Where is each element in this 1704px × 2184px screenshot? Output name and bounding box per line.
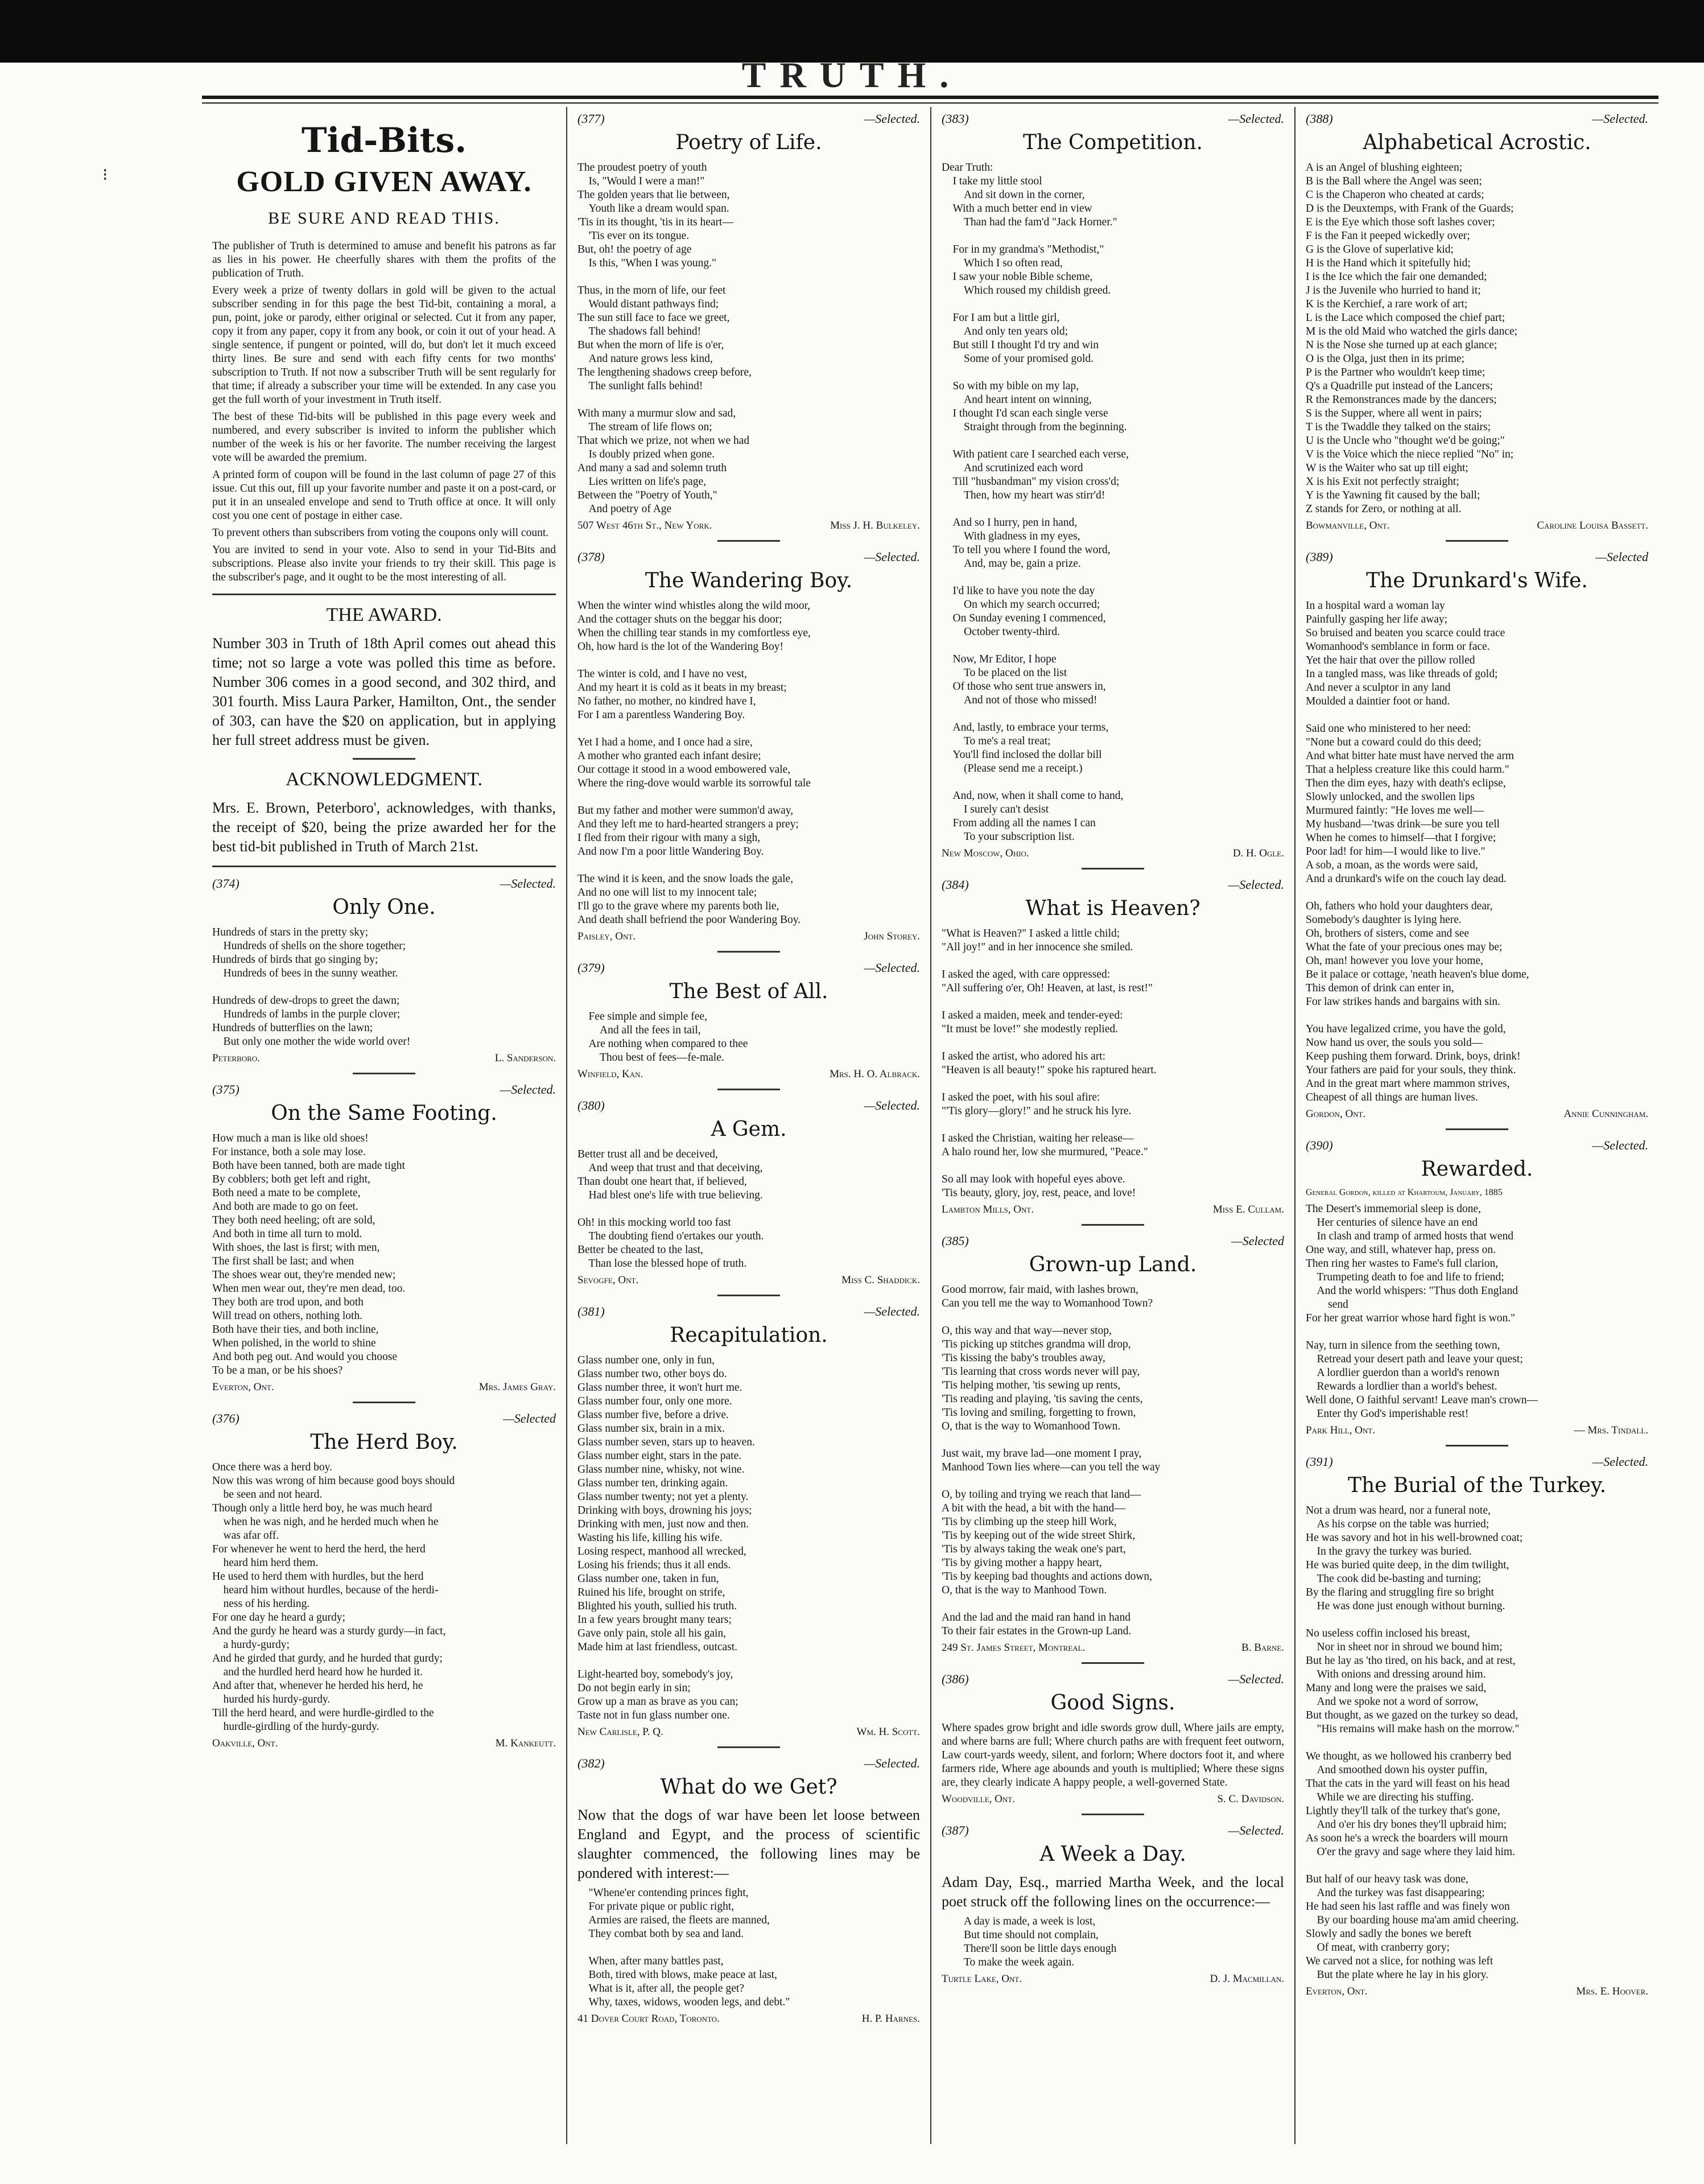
tidbit-verse: Hundreds of stars in the pretty sky; Hundreds of shells on the shore together; Hundreds of birds that go singing by; Hundreds of bees in the sunny weather. Hundreds of dew-drops to greet the dawn; Hundreds of lambs in the purple clover; Hundreds of butterflies on the lawn; But only one mother the wide world over! <box>212 926 411 1048</box>
tidbit-title: Grown-up Land. <box>1029 1253 1197 1276</box>
section-divider <box>212 866 556 867</box>
tidbit-number: (386) <box>942 1672 969 1686</box>
tidbit-title: What do we Get? <box>660 1775 837 1799</box>
tidbit-verse: When the winter wind whistles along the wild moor, And the cottager shuts on the beggar his door; When the chilling tear stands in my comfortless eye, Oh, how hard is the lot of the Wandering Boy! The winter is cold, and I have no vest, And my heart it is cold as it beats in my breast; No father, no mother, no kindred have I, For I am a parentless Wandering Boy. Yet I had a home, and I once had a sire, A mother who granted each infant desire; Our cottage it stood in a wood embowered vale, Where the ring-dove would warble its sorrowful tale But my father and mother were summon'd away, And they left me to hard-hearted strangers a prey; I fled from their rigour with many a sigh, And now I'm a poor little Wandering Boy. The wind it is keen, and the snow loads the gale, And no one will list to my innocent tale; I'll go to the grave where my parents both lie, And death shall befriend the poor Wandering Boy. <box>577 600 811 926</box>
tidbit-number: (379) <box>577 961 605 975</box>
tidbit-title: The Wandering Boy. <box>645 569 853 592</box>
tidbit-385 <box>942 1234 1284 1654</box>
tidbit-prose: Adam Day, Esq., married Martha Week, and the local poet struck off the following lines on the occurrence:— <box>942 1874 1284 1910</box>
gold-headline: GOLD GIVEN AWAY. <box>236 166 532 198</box>
tidbit-title: What is Heaven? <box>1025 897 1200 920</box>
selected-label: —Selected. <box>1592 1138 1648 1152</box>
tidbit-title: Rewarded. <box>1421 1157 1533 1181</box>
tidbit-place: Everton, Ont. <box>1306 1985 1368 1997</box>
selected-label: —Selected. <box>1228 1823 1284 1837</box>
intro-paragraph: The publisher of Truth is determined to amuse and benefit his patrons as far as lies in his power. He cheerfully shares with them the profits of the publication of Truth. <box>212 240 556 279</box>
tidbit-verse: "What is Heaven?" I asked a little child; "All joy!" and in her innocence she smiled. I asked the aged, with care oppressed: "All suffering o'er, Oh! Heaven, at last, is rest!" I asked a maiden, meek and tender-eyed: "It must be love!" she modestly replied. I asked the artist, who adored his art: "Heaven is all beauty!" spoke his raptured heart. I asked the poet, with his soul afire: "'Tis glory—glory!" and he struck his lyre. I asked the Christian, waiting her release— A halo round her, low she murmured, "Peace." So all may look with hopeful eyes above. 'Tis beauty, glory, joy, rest, peace, and love! <box>942 928 1157 1199</box>
award-title: THE AWARD. <box>326 604 442 625</box>
tidbit-384 <box>942 877 1284 1216</box>
tidbit-place: Lambton Mills, Ont. <box>942 1204 1034 1215</box>
tidbit-verse: The Desert's immemorial sleep is done, Her centuries of silence have an end In clash and tramp of armed hosts that wend One way, and still, whatever hap, press on. Then ring her wastes to Fame's full clarion, Trumpeting death to foe and life to friend; And the world whispers: "Thus doth England send For her great warrior whose hard fight is won." Nay, turn in silence from the seething town, Retread your desert path and leave your quest; A lordlier guerdon than a world's renown Rewards a lordlier than a world's behest. Well done, O faithful servant! Leave man's crown— Enter thy God's imperishable rest! <box>1306 1203 1538 1420</box>
tidbit-number: (384) <box>942 877 969 892</box>
column-4 <box>1294 107 1658 2144</box>
tidbit-place: Oakville, Ont. <box>212 1737 278 1749</box>
tidbit-subline: General Gordon, killed at Khartoum, January, 1885 <box>1306 1188 1503 1197</box>
tidbit-place: Winfield, Kan. <box>577 1068 643 1080</box>
tidbit-author: Caroline Louisa Bassett. <box>1537 520 1648 531</box>
column-3 <box>930 107 1294 2144</box>
tidbit-number: (380) <box>577 1098 605 1112</box>
tidbit-number: (375) <box>212 1082 240 1097</box>
tidbit-377 <box>577 112 920 532</box>
tidbit-title: The Drunkard's Wife. <box>1366 569 1588 592</box>
tidbit-place: 249 St. James Street, Montreal. <box>942 1642 1086 1654</box>
masthead-title: TRUTH. <box>741 55 963 95</box>
masthead-rule <box>202 96 1658 99</box>
selected-label: —Selected <box>503 1411 556 1425</box>
tidbit-verse: A is an Angel of blushing eighteen; B is the Ball where the Angel was seen; C is the Chaperon who cheated at cards; D is the Deuxtemps, with Frank of the Guards; E is the Eye which those soft lashes cover; F is the Fan it peeped wickedly over; G is the Glove of superlative kid; H is the Hand which it spitefully hid; I is the Ice which the fair one demanded; J is the Juvenile who hurried to hand it; K is the Kerchief, a rare work of art; L is the Lace which composed the chief part; M is the old Maid who watched the girls dance; N is the Nose she turned up at each glance; O is the Olga, just then in its prime; P is the Partner who wouldn't keep time; Q's a Quadrille put instead of the Lancers; R the Remonstrances made by the dancers; S is the Supper, where all went in pairs; T is the Twaddle they talked on the stairs; U is the Uncle who "thought we'd be going;" V is the Voice which the niece replied "No" in; W is the Waiter who sat up till eight; X is his Exit not perfectly straight; Y is the Yawning fit caused by the ball; Z stands for Zero, or nothing at all. <box>1306 162 1518 515</box>
tidbit-title: A Gem. <box>711 1118 787 1141</box>
tidbit-author: — Mrs. Tindall. <box>1574 1424 1648 1436</box>
tidbit-place: 507 West 46th St., New York. <box>577 520 712 531</box>
tidbit-title: Alphabetical Acrostic. <box>1363 131 1591 154</box>
tidbit-386 <box>942 1672 1284 1806</box>
selected-label: —Selected. <box>864 1756 920 1770</box>
tidbit-verse: In a hospital ward a woman lay Painfully gasping her life away; So bruised and beaten you scarce could trace Womanhood's semblance in form or face. Yet the hair that over the pillow rolled In a tangled mass, was like threads of gold; And never a sculptor in any land Moulded a daintier foot or hand. Said one who ministered to her need: "None but a coward could do this deed; And what bitter hate must have nerved the arm That a helpless creature like this could harm." Then the dim eyes, hazy with death's eclipse, Slowly unlocked, and the swollen lips Murmured faintly: "He loves me well— My husband—'twas drink—be sure you tell When he comes to himself—that I forgive; Poor lad! for him—I would like to live." A sob, a moan, as the words were said, And a drunkard's wife on the couch lay dead. Oh, fathers who hold your daughters dear, Somebody's daughter is lying here. Oh, brothers of sisters, come and see What the fate of your precious ones may be; Oh, man! however you love your home, Be it palace or cottage, 'neath heaven's blue dome, This demon of drink can enter in, For law strikes hands and bargains with sin. You have legalized crime, you have the gold, Now hand us over, the souls you sold— Keep pushing them forward. Drink, boys, drink! Your fathers are paid for your souls, they think. And in the great mart where mammon strives, Cheapest of all things are human lives. <box>1306 600 1529 1103</box>
tidbit-number: (388) <box>1306 112 1333 126</box>
tidbit-title: Only One. <box>332 896 436 919</box>
tidbit-author: H. P. Harnes. <box>861 2013 920 2025</box>
tidbit-verse: Not a drum was heard, nor a funeral note, As his corpse on the table was hurried; He was savory and hot in his well-browned coat; In the gravy the turkey was buried. He was buried quite deep, in the dim twilight, The cook did be-basting and turning; By the flaring and struggling fire so bright He was done just enough without burning. No useless coffin inclosed his breast, Nor in sheet nor in shroud we bound him; But he lay as 'tho tired, on his back, and at rest, With onions and dressing around him. Many and long were the praises we said, And we spoke not a word of sorrow, But thought, as we gazed on the turkey so dead, "His remains will make hash on the morrow." We thought, as we hollowed his cranberry bed And smoothed down his oyster puffin, That the cats in the yard will feast on his head While we are directing his stuffing. Lightly they'll talk of the turkey that's gone, And o'er his dry bones they'll upbraid him; As soon he's a wreck the boarders will mourn O'er the gravy and sage where they laid him. But half of our heavy task was done, And the turkey was fast disappearing; He had seen his last raffle and was finely won By our boarding house ma'am amid cheering. Slowly and sadly the bones we bereft Of meat, with cranberry gory; We carved not a slice, for nothing was left But the plate where he lay in his glory. <box>1306 1505 1523 1981</box>
tidbit-number: (389) <box>1306 550 1333 564</box>
divider <box>1082 1814 1144 1815</box>
tidbit-374 <box>212 876 556 1065</box>
divider <box>1446 1445 1508 1447</box>
tidbit-verse: Glass number one, only in fun, Glass number two, other boys do. Glass number three, it won't hurt me. Glass number four, only one more. Glass number five, before a drive. Glass number six, brain in a mix. Glass number seven, stars up to heaven. Glass number eight, stars in the pate. Glass number nine, whisky, not wine. Glass number ten, drinking again. Glass number twenty; not yet a plenty. Drinking with boys, drowning his joys; Drinking with men, just now and then. Wasting his life, killing his wife. Losing respect, manhood all wrecked, Losing his friends; thus it all ends. Glass number one, taken in fun, Ruined his life, brought on strife, Blighted his youth, sullied his truth. In a few years brought many tears; Gave only pain, stole all his gain, Made him at last friendless, outcast. Light-hearted boy, somebody's joy, Do not begin early in sin; Grow up a man as brave as you can; Taste not in fun glass number one. <box>577 1354 755 1721</box>
selected-label: —Selected. <box>1228 877 1284 892</box>
tidbit-389 <box>1306 550 1648 1120</box>
tidbit-author: Miss E. Cullam. <box>1212 1204 1284 1215</box>
tidbit-title: A Week a Day. <box>1039 1843 1186 1866</box>
tidbit-verse: A day is made, a week is lost, But time should not complain, There'll soon be little days enough To make the week again. <box>964 1915 1117 1968</box>
column-2 <box>566 107 930 2144</box>
tidbit-author: L. Sanderson. <box>494 1052 556 1064</box>
divider <box>353 1073 415 1074</box>
selected-label: —Selected <box>1595 550 1648 564</box>
masthead-rule-thin <box>202 102 1658 104</box>
tidbit-378 <box>577 550 920 943</box>
tidbit-title: Recapitulation. <box>670 1324 828 1347</box>
selected-label: —Selected. <box>1592 1454 1648 1469</box>
intro-paragraph: A printed form of coupon will be found in the last column of page 27 of this issue. Cut this out, fill up your favorite number and paste it on a post-card, or put it in an unsealed envelope and send to Truth office at once. It will only cost you one cent of postage in either case. <box>212 469 556 522</box>
divider <box>353 758 415 760</box>
tidbit-title: The Competition. <box>1023 131 1203 154</box>
tidbit-author: Miss C. Shaddick. <box>841 1274 920 1286</box>
selected-label: —Selected. <box>1228 1672 1284 1686</box>
top-black-band <box>0 0 1704 63</box>
tidbit-author: John Storey. <box>864 930 920 942</box>
selected-label: —Selected. <box>864 1098 920 1112</box>
tidbit-verse: Good morrow, fair maid, with lashes brown, Can you tell me the way to Womanhood Town? O, this way and that way—never stop, 'Tis picking up stitches grandma will drop, 'Tis kissing the baby's troubles away, 'Tis learning that cross words never will pay, 'Tis helping mother, 'tis sewing up rents, 'Tis reading and playing, 'tis saving the cents, 'Tis loving and smiling, forgetting to frown, O, that is the way to Womanhood Town. Just wait, my brave lad—one moment I pray, Manhood Town lies where—can you tell the way O, by toiling and trying we reach that land— A bit with the head, a bit with the hand— 'Tis by climbing up the steep hill Work, 'Tis by keeping out of the wide street Shirk, 'Tis by always taking the weak one's part, 'Tis by giving mother a happy heart, 'Tis by keeping bad thoughts and actions down, O, that is the way to Manhood Town. And the lad and the maid ran hand in hand To their fair estates in the Grown-up Land. <box>942 1284 1161 1637</box>
tidbit-verse: The proudest poetry of youth Is, "Would I were a man!" The golden years that lie between, Youth like a dream would span. 'Tis in its thought, 'tis in its heart— 'Tis ever on its tongue. But, oh! the poetry of age Is this, "When I was young." Thus, in the morn of life, our feet Would distant pathways find; The sun still face to face we greet, The shadows fall behind! But when the morn of life is o'er, And nature grows less kind, The lengthening shadows creep before, The sunlight falls behind! With many a murmur slow and sad, The stream of life flows on; That which we prize, not when we had Is doubly prized when gone. And many a sad and solemn truth Lies written on life's page, Between the "Poetry of Youth," And poetry of Age <box>577 162 752 515</box>
divider <box>717 1746 780 1748</box>
tidbit-number: (390) <box>1306 1138 1333 1152</box>
tidbit-number: (378) <box>577 550 605 564</box>
intro-paragraph: The best of these Tid-bits will be published in this page every week and numbered, and every subscriber is invited to inform the publisher which number of the week is his or her favorite. The number receiving the largest vote will be awarded the premium. <box>212 411 556 464</box>
margin-dots: ⁝ <box>102 166 108 184</box>
selected-label: —Selected. <box>500 1082 556 1097</box>
tidbit-verse: Dear Truth: I take my little stool And sit down in the corner, With a much better end in view Than had the fam'd "Jack Horner." For in my grandma's "Methodist," Which I so often read, I saw your noble Bible scheme, Which roused my childish greed. For I am but a little girl, And only ten years old; But still I thought I'd try and win Some of your promised gold. So with my bible on my lap, And heart intent on winning, I thought I'd scan each single verse Straight through from the beginning. With patient care I searched each verse, And scrutinized each word Till "husbandman" my vision cross'd; Then, how my heart was stirr'd! And so I hurry, pen in hand, With gladness in my eyes, To tell you where I found the word, And, may be, gain a prize. I'd like to have you note the day On which my search occurred; On Sunday evening I commenced, October twenty-third. Now, Mr Editor, I hope To be placed on the list Of those who sent true answers in, And not of those who missed! And, lastly, to embrace your terms, To me's a real treat; You'll find inclosed the dollar bill (Please send me a receipt.) And, now, when it shall come to hand, I surely can't desist From adding all the names I can To your subscription list. <box>942 162 1129 843</box>
tidbit-number: (374) <box>212 876 240 891</box>
tidbit-number: (382) <box>577 1756 605 1770</box>
tidbit-title: The Burial of the Turkey. <box>1347 1474 1607 1497</box>
tidbit-place: Gordon, Ont. <box>1306 1108 1366 1120</box>
divider <box>353 1402 415 1403</box>
divider <box>717 951 780 953</box>
tidbit-title: The Best of All. <box>669 980 828 1003</box>
divider <box>717 540 780 542</box>
divider <box>717 1295 780 1296</box>
selected-label: —Selected. <box>1592 112 1648 126</box>
tidbit-author: Wm. H. Scott. <box>856 1726 920 1738</box>
tidbit-place: Park Hill, Ont. <box>1306 1424 1375 1436</box>
selected-label: —Selected. <box>500 876 556 891</box>
selected-label: —Selected. <box>864 961 920 975</box>
tidbit-place: New Moscow, Ohio. <box>942 847 1029 859</box>
tidbit-place: Sevogfe, Ont. <box>577 1274 639 1286</box>
tidbit-verse: Fee simple and simple fee, And all the fees in tail, Are nothing when compared to thee Thou best of fees—fe-male. <box>588 1011 748 1064</box>
tidbit-author: S. C. Davidson. <box>1217 1793 1284 1805</box>
tidbit-391 <box>1306 1454 1648 1998</box>
selected-label: —Selected. <box>864 112 920 126</box>
tidbit-387 <box>942 1823 1284 1985</box>
tidbit-place: Everton, Ont. <box>212 1381 274 1393</box>
tidbit-prose: Where spades grow bright and idle swords grow dull, Where jails are empty, and where barns are full; Where church paths are with frequent feet outworn, Law court-yards weedy, silent, and forlorn; Where doctors foot it, and where farmers ride, Where age abounds and youth is multiplied; Where these signs are, they clearly indicate A happy people, a well-governed State. <box>942 1722 1284 1789</box>
divider <box>1082 1224 1144 1226</box>
tidbit-375 <box>212 1082 556 1394</box>
divider <box>1446 1128 1508 1130</box>
tidbit-author: B. Barne. <box>1241 1642 1284 1654</box>
tidbit-place: 41 Dover Court Road, Toronto. <box>577 2013 720 2025</box>
tidbit-place: Peterboro. <box>212 1052 260 1064</box>
tidbit-title: On the Same Footing. <box>271 1102 497 1125</box>
award-text: Number 303 in Truth of 18th April comes out ahead this time; not so large a vote was polled this time as before. Number 306 comes in a good second, and 302 third, and 301 fourth. Miss Laura Parker, Hamilton, Ont., the sender of 303, can have the $20 on application, but in applying her full street address must be given. <box>212 635 556 748</box>
tidbit-number: (376) <box>212 1411 240 1425</box>
tidbit-verse: "Whene'er contending princes fight, For private pique or public right, Armies are raised, the fleets are manned, They combat both by sea and land. When, after many battles past, Both, tired with blows, make peace at last, What is it, after all, the people get? Why, taxes, widows, wooden legs, and debt." <box>588 1887 790 2008</box>
tidbit-author: Mrs. E. Hoover. <box>1576 1985 1648 1997</box>
acknowledgment-title: ACKNOWLEDGMENT. <box>286 769 482 790</box>
tidbit-380 <box>577 1098 920 1287</box>
tidbit-place: Turtle Lake, Ont. <box>942 1973 1022 1985</box>
tidbit-prose: Now that the dogs of war have been let loose between England and Egypt, and the process of scientific slaughter commenced, the following lines may be pondered with interest:— <box>577 1807 920 1881</box>
tidbit-number: (387) <box>942 1823 969 1837</box>
selected-label: —Selected. <box>864 1304 920 1318</box>
tidbit-number: (383) <box>942 112 969 126</box>
tidbit-author: Mrs. H. O. Albrack. <box>830 1068 920 1080</box>
tidbit-390 <box>1306 1138 1648 1437</box>
divider <box>1082 868 1144 870</box>
newspaper-page <box>202 107 1658 2144</box>
divider <box>1446 540 1508 542</box>
tidbit-author: M. Kankeutt. <box>495 1737 556 1749</box>
acknowledgment-text: Mrs. E. Brown, Peterboro', acknowledges, with thanks, the receipt of $20, being the prize awarded her for the best tid-bit published in Truth of March 21st. <box>212 800 556 855</box>
intro-paragraph: You are invited to send in your vote. Also to send in your Tid-Bits and subscriptions. Please also invite your friends to try their skill. This page is the subscriber's page, and it ought to be the most interesting of all. <box>212 544 556 583</box>
tidbit-place: New Carlisle, P. Q. <box>577 1726 663 1738</box>
tidbit-number: (381) <box>577 1304 605 1318</box>
tidbit-title: Good Signs. <box>1050 1691 1175 1715</box>
tidbit-number: (377) <box>577 112 605 126</box>
intro-paragraph: To prevent others than subscribers from voting the coupons only will count. <box>212 527 549 539</box>
intro-text <box>212 240 556 584</box>
tidbit-place: Paisley, Ont. <box>577 930 636 942</box>
tidbit-382 <box>577 1756 920 2025</box>
tidbit-title: Poetry of Life. <box>675 131 822 154</box>
tidbit-author: Mrs. James Gray. <box>478 1381 556 1393</box>
section-divider <box>212 594 556 595</box>
tidbit-verse: Once there was a herd boy. Now this was wrong of him because good boys should be seen and not heard. Though only a little herd boy, he was much heard when he was nigh, and he herded much when he was afar off. For whenever he went to herd the herd, the herd heard him herd them. He used to herd them with hurdles, but the herd heard him without hurdles, because of the herdi- ness of his herding. For one day he heard a gurdy; And the gurdy he heard was a sturdy gurdy—in fact, a hurdy-gurdy; And he girded that gurdy, and he hurded that gurdy; and the hurdled herd heard how he hurded it. And after that, whenever he herded his herd, he hurded his hurdy-gurdy. Till the herd heard, and were hurdle-girdled to the hurdle-girdling of the hurdy-gurdy. <box>212 1461 455 1733</box>
sure-subhead: BE SURE AND READ THIS. <box>268 209 500 228</box>
tidbit-place: Bowmanville, Ont. <box>1306 520 1390 531</box>
selected-label: —Selected. <box>864 550 920 564</box>
tidbit-381 <box>577 1304 920 1738</box>
divider <box>717 1089 780 1090</box>
tidbit-title: The Herd Boy. <box>310 1431 458 1454</box>
tidbit-place: Woodville, Ont. <box>942 1793 1015 1805</box>
tid-bits-header: Tid-Bits. <box>301 121 467 160</box>
tidbit-383 <box>942 112 1284 860</box>
tidbit-author: D. J. Macmillan. <box>1210 1973 1284 1985</box>
tidbit-number: (385) <box>942 1234 969 1248</box>
tidbit-author: Annie Cunningham. <box>1563 1108 1648 1120</box>
tidbit-author: D. H. Ogle. <box>1232 847 1284 859</box>
divider <box>1082 1662 1144 1664</box>
tidbit-verse: How much a man is like old shoes! For instance, both a sole may lose. Both have been tanned, both are made tight By cobblers; both get left and right, Both need a mate to be complete, And both are made to go on feet. They both need heeling; oft are sold, And both in time all turn to mold. With shoes, the last is first; with men, The first shall be last; and when The shoes wear out, they're mended new; When men wear out, they're men dead, too. They both are trod upon, and both Will tread on others, nothing loth. Both have their ties, and both incline, When polished, in the world to shine And both peg out. And would you choose To be a man, or be his shoes? <box>212 1132 406 1377</box>
selected-label: —Selected. <box>1228 112 1284 126</box>
tidbit-author: Miss J. H. Bulkeley. <box>830 520 920 531</box>
column-1 <box>202 107 566 2144</box>
tidbit-379 <box>577 961 920 1081</box>
tidbit-number: (391) <box>1306 1454 1333 1469</box>
tidbit-verse: Better trust all and be deceived, And weep that trust and that deceiving, Than doubt one heart that, if believed, Had blest one's life with true believing. Oh! in this mocking world too fast The doubting fiend o'ertakes our youth. Better be cheated to the last, Than lose the blessed hope of truth. <box>577 1148 764 1270</box>
intro-paragraph: Every week a prize of twenty dollars in gold will be given to the actual subscriber sending in for this page the best Tid-bit, containing a moral, a pun, point, joke or parody, either original or selected. Cut it from any paper, copy it from any paper, copy it from any book, or coin it out of your head. A single sentence, if pungent or pointed, will do, but don't let it much exceed thirty lines. Be sure and send with each fifty cents for two months' subscription to Truth. If not now a subscriber Truth will be sent regularly for that time; if already a subscriber your time will be extended. In any case you get the full worth of your investment in Truth itself. <box>212 285 556 406</box>
tidbit-388 <box>1306 112 1648 532</box>
tidbit-376 <box>212 1411 556 1750</box>
selected-label: —Selected <box>1231 1234 1284 1248</box>
